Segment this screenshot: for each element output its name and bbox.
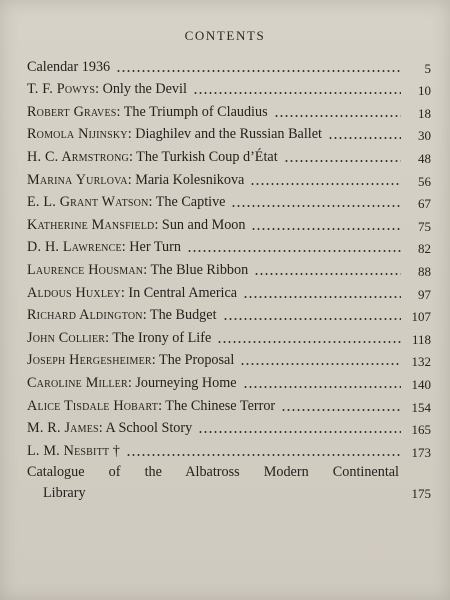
toc-entry [27,349,435,372]
dot-leader [223,318,401,320]
entry-title [27,149,278,166]
dot-leader [281,409,401,411]
entry-author: L. M. Nesbitt [27,442,110,459]
entry-author: Caroline Miller [27,374,128,391]
entry-page-number: 173 [411,444,431,460]
entry-work: : Diaghilev and the Russian Ballet [127,126,322,143]
entry-title-line-1: Catalogue of the Albatross Modern Continental [27,463,399,480]
dot-leader [284,160,401,162]
entry-page-number: 88 [418,263,431,279]
entry-title-line-2: Library [43,484,86,501]
dot-leader [251,228,401,230]
entry-work: : The Turkish Coup d’État [128,148,278,165]
entry-page-number: 175 [411,485,431,501]
entry-work: : The Proposal [151,352,235,369]
dot-leader [243,296,401,298]
entry-work: : The Triumph of Claudius [116,103,268,120]
entry-work: : The Chinese Terror [158,397,276,414]
contents-heading: CONTENTS [184,28,266,43]
entry-work: : A School Story [98,420,193,437]
entry-title [27,462,399,504]
entry-author: John Collier [27,329,106,346]
entry-author: T. F. Powys [27,81,96,98]
entry-work: : Her Turn [121,239,181,256]
entry-page-number: 10 [418,83,431,99]
entry-title [27,126,322,143]
entry-title [27,194,225,211]
entry-work: : Journeying Home [127,374,237,391]
toc-entry-catalogue [27,462,435,510]
entry-title [27,285,237,302]
toc-entry [27,168,435,191]
entry-title [27,375,237,392]
entry-title [27,59,110,76]
entry-title [27,443,120,460]
entry-title [27,81,187,98]
toc-entry [27,417,435,440]
entry-author: Alice Tisdale Hobart [27,397,159,414]
entry-page-number: 165 [411,422,431,438]
toc-entry [27,123,435,146]
entry-author: Romola Nijinsky [27,126,128,143]
entry-author: Marina Yurlova [27,171,128,188]
entry-work: : The Irony of Life [105,329,212,346]
dot-leader [187,250,401,252]
entry-title [27,217,245,234]
entry-work: † [109,442,120,459]
dot-leader [231,205,401,207]
toc-entry [27,213,435,236]
dot-leader [217,341,401,343]
dot-leader [254,273,401,275]
entry-title [27,172,244,189]
entry-work: : Only the Devil [95,81,187,98]
entry-page-number: 75 [418,218,431,234]
entry-title [27,262,248,279]
entry-page-number: 56 [418,173,431,189]
entry-title [27,307,217,324]
toc-entry [27,78,435,101]
toc-entry [27,281,435,304]
entry-title [27,352,234,369]
toc-entry [27,191,435,214]
entry-title [27,330,211,347]
toc-entry [27,236,435,259]
dot-leader [193,92,401,94]
entry-work: : Maria Kolesnikova [127,171,245,188]
entry-author: Joseph Hergesheimer [27,352,152,369]
entry-page-number: 30 [418,128,431,144]
entry-author: H. C. Armstrong [27,148,129,165]
toc-entry [27,304,435,327]
entry-page-number: 67 [418,196,431,212]
entry-page-number: 132 [411,354,431,370]
dot-leader [243,386,401,388]
dot-leader [126,454,401,456]
entry-author: D. H. Lawrence [27,239,122,256]
entry-work: : The Budget [142,307,217,324]
table-of-contents [27,55,435,510]
dot-leader [240,363,401,365]
toc-entry [27,326,435,349]
dot-leader [198,431,401,433]
toc-entry [27,258,435,281]
entry-author: Katherine Mansfield [27,216,155,233]
entry-page-number: 107 [411,309,431,325]
entry-title [27,104,268,121]
dot-leader [116,70,401,72]
entry-title [27,420,192,437]
entry-page-number: 82 [418,241,431,257]
entry-author: Aldous Huxley [27,284,121,301]
toc-entry [27,100,435,123]
dot-leader [328,137,401,139]
entry-page-number: 154 [411,399,431,415]
entry-page-number: 140 [411,376,431,392]
entry-work: : In Central America [120,284,238,301]
entry-page-number: 18 [418,105,431,121]
entry-page-number: 5 [424,60,431,76]
entry-title [27,398,275,415]
toc-entry [27,394,435,417]
entry-work: : The Captive [148,194,226,211]
entry-author: Richard Aldington [27,307,143,324]
dot-leader [274,115,401,117]
entry-author: Robert Graves [27,103,117,120]
dot-leader [250,183,401,185]
entry-work: : The Blue Ribbon [143,261,249,278]
entry-page-number: 48 [418,150,431,166]
entry-page-number: 97 [418,286,431,302]
entry-author: M. R. James [27,420,99,437]
entry-title [27,239,181,256]
toc-entry [27,55,435,78]
entry-work: Calendar 1936 [27,58,111,75]
entry-author: E. L. Grant Watson [27,194,149,211]
entry-work: : Sun and Moon [154,216,246,233]
toc-entry [27,145,435,168]
entry-author: Laurence Housman [27,261,144,278]
toc-entry [27,371,435,394]
toc-entry [27,439,435,462]
entry-page-number: 118 [411,331,431,347]
